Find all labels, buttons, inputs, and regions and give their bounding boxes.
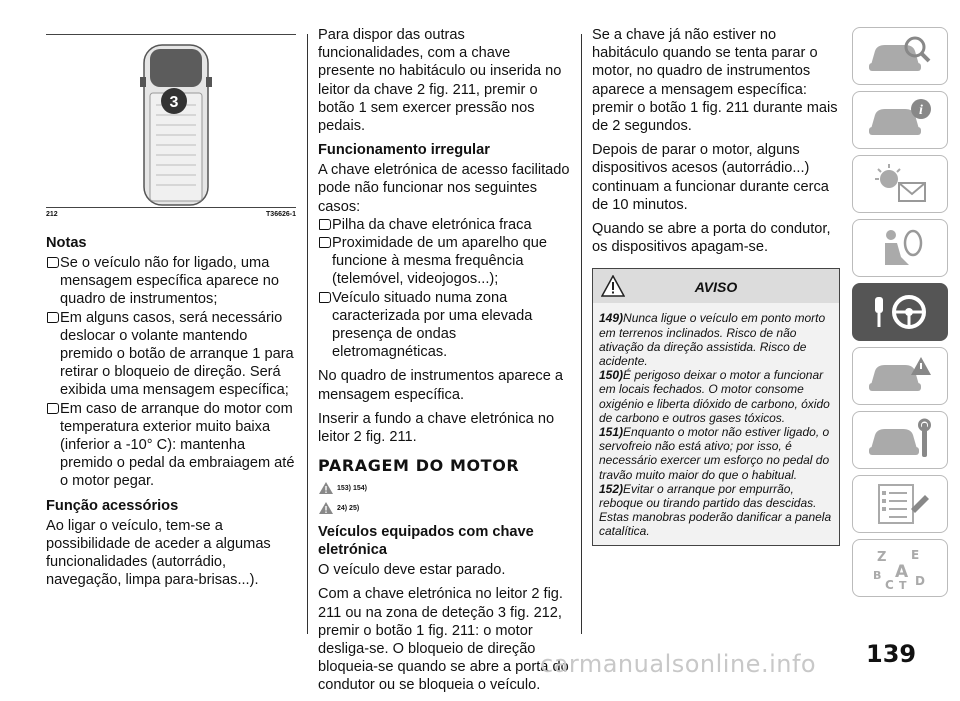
intro-paragraph: Para dispor das outras funcionalidades, com a chave presente no habitáculo ou inserida no leitor da chave 2 fig. 211, premir o botão 1 sem exercer pressão nos pedais.: [318, 27, 562, 135]
veiculos-chave-eletronica-heading: Veículos equipados com chave eletrónica: [318, 524, 534, 559]
chapter-tabs: [852, 27, 948, 603]
aviso-item-text: Enquanto o motor não estiver ligado, o servofreio não está ativo; por isso, é necessário exercer um esforço no pedal do travão muito maior do que o habitual.: [599, 425, 830, 482]
tab-checklist[interactable]: [852, 475, 948, 533]
svg-text:T: T: [899, 579, 907, 591]
aviso-item: [599, 311, 833, 368]
aviso-title: AVISO: [694, 279, 738, 296]
funcao-acessorios-text: Ao ligar o veículo, tem-se a possibilidade de aceder a algumas funcionalidades (autorrádio, navegação, limpa para-brisas...).: [46, 517, 271, 589]
svg-text:Z: Z: [877, 550, 887, 565]
tab-key-steering[interactable]: [852, 283, 948, 341]
key-absent-paragraph: Se a chave já não estiver no habitáculo quando se tenta parar o motor, no quadro de instrumentos aparece a mensagem específica: premir o botão 1 fig. 211 durante mais de 2 segundos.: [592, 27, 838, 135]
notas-heading: Notas: [46, 235, 87, 251]
column-divider: [581, 34, 582, 634]
column-divider: [307, 34, 308, 634]
car-service-icon: [865, 417, 935, 463]
svg-text:D: D: [915, 574, 925, 588]
irregular-bullet-2: Proximidade de um aparelho que funcione à mesma frequência (telemóvel, videojogos...);: [318, 234, 570, 289]
aviso-item: [599, 368, 833, 425]
aviso-item-number: 150): [599, 368, 624, 383]
instrument-message-paragraph: No quadro de instrumentos aparece a mensagem específica.: [318, 368, 564, 403]
aviso-header: [593, 269, 839, 303]
car-warning-icon: [865, 353, 935, 399]
svg-text:A: A: [895, 562, 909, 582]
irregular-bullet-3: Veículo situado numa zona caracterizada por uma elevada presença de ondas eletromagnéticas.: [318, 289, 570, 362]
car-search-icon: [865, 33, 935, 79]
tab-car-warning[interactable]: [852, 347, 948, 405]
left-column: [46, 26, 296, 595]
aviso-item-number: 151): [599, 425, 624, 440]
tab-car-service[interactable]: [852, 411, 948, 469]
airbag-seat-icon: [865, 225, 935, 271]
insert-key-paragraph: Inserir a fundo a chave eletrónica no leitor 2 fig. 211.: [318, 410, 555, 446]
tab-warning-lights[interactable]: [852, 155, 948, 213]
middle-column: [318, 26, 570, 701]
aviso-item-text: Evitar o arranque por empurrão, reboque ou tirando partido das descidas. Estas manobras poderão danificar a panela catalítica.: [599, 481, 832, 539]
aviso-item-text: É perigoso deixar o motor a funcionar em locais fechados. O motor consome oxigénio e liberta dióxido de carbono, óxido de carbono e outros gases tóxicos.: [599, 368, 830, 425]
right-column: [592, 26, 840, 546]
page-number: 139: [866, 640, 917, 668]
aviso-box: [592, 268, 840, 545]
funcao-acessorios-heading: Função acessórios: [46, 497, 179, 514]
checklist-icon: [865, 481, 935, 527]
devices-continue-paragraph: Depois de parar o motor, alguns dispositivos acesos (autorrádio...) continuam a funcionar durante cerca de 10 minutos.: [592, 142, 829, 213]
key-steering-icon: [865, 289, 935, 335]
tab-car-info[interactable]: [852, 91, 948, 149]
vehicle-stopped-paragraph: O veículo deve estar parado.: [318, 562, 506, 579]
aviso-body: [593, 303, 839, 544]
svg-text:B: B: [873, 569, 882, 582]
aviso-item-text: Nunca ligue o veículo em ponto morto em terrenos inclinados. Risco de não ativação da direção assistida. Risco de acidente.: [599, 311, 826, 369]
aviso-item-number: 152): [599, 481, 624, 496]
warning-ref-1: [318, 481, 570, 495]
aviso-item: [599, 482, 833, 539]
figure-marker: 3: [169, 94, 179, 111]
car-info-icon: [865, 97, 935, 143]
aviso-item: [599, 425, 833, 482]
figure-number: 212: [46, 211, 58, 218]
warning-triangle-icon: [318, 501, 334, 515]
warning-ref-2: [318, 501, 570, 515]
funcionamento-irregular-heading: Funcionamento irregular: [318, 142, 490, 159]
warning-ref-text-1: 153) 154): [337, 484, 367, 492]
notas-bullet-3: Em caso de arranque do motor com temperatura exterior muito baixa (inferior a -10° C): mantenha premido o pedal da embraiagem até o motor pegar.: [46, 400, 296, 491]
figure-caption: [46, 211, 296, 218]
paragem-do-motor-heading: PARAGEM DO MOTOR: [318, 456, 520, 476]
warning-triangle-icon: [318, 481, 334, 495]
door-open-paragraph: Quando se abre a porta do condutor, os dispositivos apagam-se.: [592, 221, 831, 256]
aviso-item-number: 149): [599, 311, 624, 326]
van-top-view-illustration: [46, 35, 296, 207]
irregular-bullet-1: Pilha da chave eletrónica fraca: [318, 216, 570, 234]
figure-code: T36626-1: [266, 211, 296, 218]
tab-car-search[interactable]: [852, 27, 948, 85]
tab-airbag-seat[interactable]: [852, 219, 948, 277]
funcionamento-irregular-text: A chave eletrónica de acesso facilitado pode não funcionar nos seguintes casos:: [318, 162, 570, 215]
tab-alphabet-index[interactable]: [852, 539, 948, 597]
svg-text:E: E: [911, 548, 920, 562]
alphabet-index-icon: [865, 545, 935, 591]
stop-engine-paragraph: Com a chave eletrónica no leitor 2 fig. 211 ou na zona de deteção 3 fig. 212, premir o botão 1 fig. 211: o motor desliga-se. O bloqueio de direção bloqueia-se quando se abre a porta do condutor ou se bloqueia o veículo.: [318, 586, 569, 694]
svg-text:C: C: [885, 578, 894, 591]
warning-ref-text-2: 24) 25): [337, 504, 360, 512]
figure-vehicle-top-view: [46, 34, 296, 208]
notas-bullet-2: Em alguns casos, será necessário deslocar o volante mantendo premido o botão de arranque 1 para retirar o bloqueio de direção. Será exibida uma mensagem específica;: [46, 309, 296, 400]
notas-bullet-1: Se o veículo não for ligado, uma mensagem específica aparece no quadro de instrumentos;: [46, 254, 296, 309]
watermark: carmanualsonline.info: [540, 650, 817, 678]
warning-lights-icon: [865, 161, 935, 207]
svg-text:i: i: [919, 103, 923, 118]
